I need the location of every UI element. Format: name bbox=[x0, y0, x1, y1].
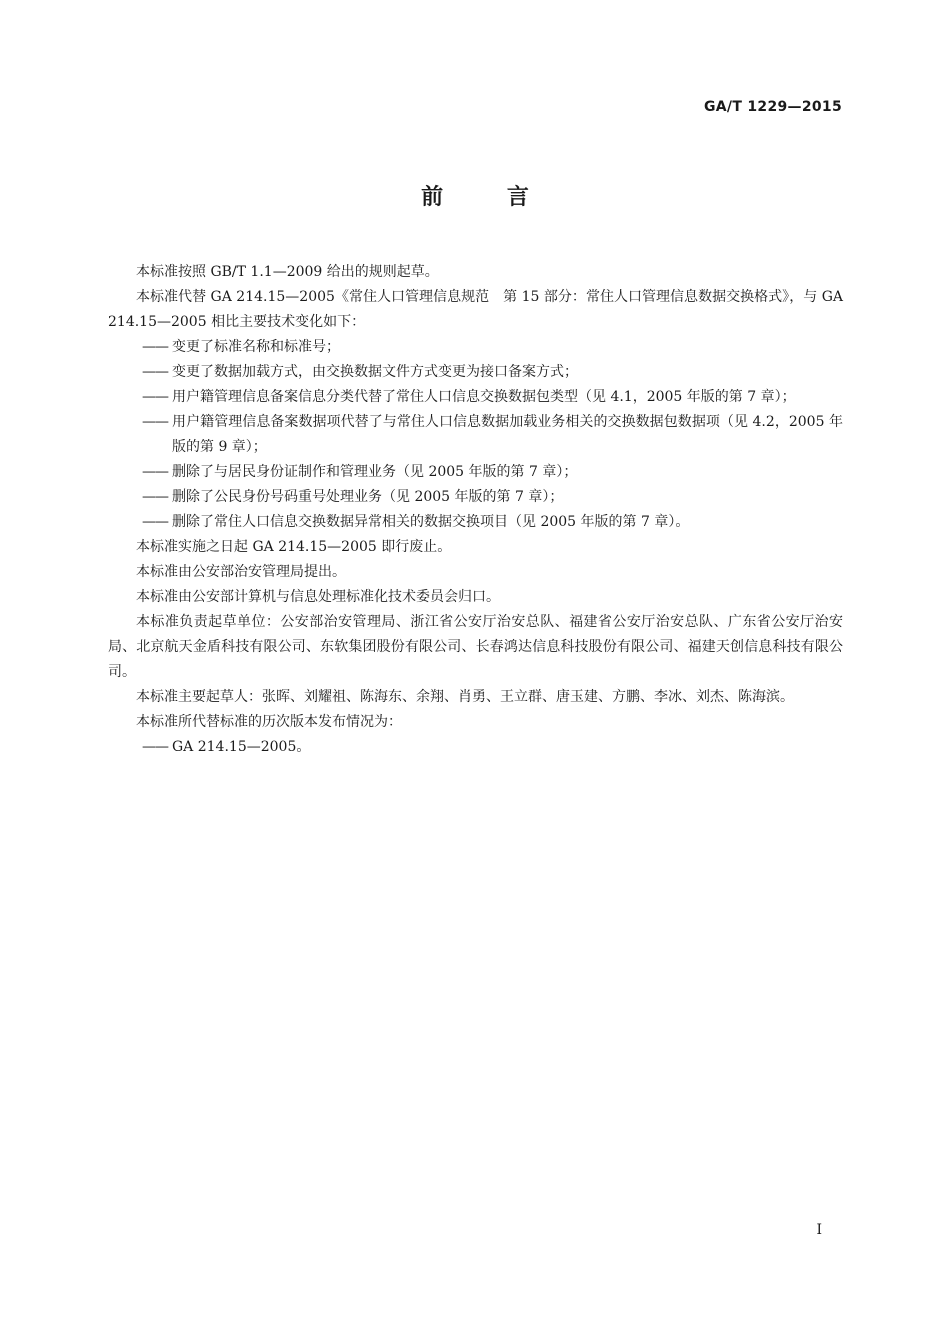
document-body bbox=[108, 260, 843, 760]
list-item bbox=[108, 460, 843, 485]
dash-marker: —— bbox=[142, 364, 168, 380]
dash-marker: —— bbox=[142, 339, 168, 355]
paragraph: 本标准由公安部计算机与信息处理标准化技术委员会归口。 bbox=[136, 589, 500, 605]
list-item-text: 变更了数据加载方式，由交换数据文件方式变更为接口备案方式； bbox=[172, 364, 578, 380]
dash-marker: —— bbox=[142, 414, 168, 430]
dash-marker: —— bbox=[142, 389, 168, 405]
list-item-text: 删除了公民身份号码重号处理业务（见 2005 年版的第 7 章）； bbox=[172, 489, 564, 505]
list-item-text: 用户籍管理信息备案信息分类代替了常住人口信息交换数据包类型（见 4.1，2005 年版的第 7 章）； bbox=[172, 389, 796, 405]
list-item bbox=[108, 385, 843, 410]
list-item-text: 变更了标准名称和标准号； bbox=[172, 339, 340, 355]
list-item bbox=[108, 410, 843, 460]
paragraph: 本标准主要起草人：张晖、刘耀祖、陈海东、余翔、肖勇、王立群、唐玉建、方鹏、李冰、刘杰、陈海滨。 bbox=[136, 689, 794, 705]
paragraph: 本标准所代替标准的历次版本发布情况为： bbox=[136, 714, 402, 730]
dash-marker: —— bbox=[142, 514, 168, 530]
dash-marker: —— bbox=[142, 464, 168, 480]
page-number: I bbox=[816, 1222, 822, 1238]
paragraph: 本标准负责起草单位：公安部治安管理局、浙江省公安厅治安总队、福建省公安厅治安总队、广东省公安厅治安局、北京航天金盾科技有限公司、东软集团股份有限公司、长春鸿达信息科技股份有限公司、福建天创信息科技有限公司。 bbox=[108, 614, 843, 680]
list-item bbox=[108, 485, 843, 510]
paragraph: 本标准由公安部治安管理局提出。 bbox=[136, 564, 346, 580]
list-item bbox=[108, 510, 843, 535]
list-item-text: 删除了常住人口信息交换数据异常相关的数据交换项目（见 2005 年版的第 7 章）。 bbox=[172, 514, 690, 530]
paragraph: 本标准代替 GA 214.15—2005《常住人口管理信息规范 第 15 部分：常住人口管理信息数据交换格式》，与 GA 214.15—2005 相比主要技术变化如下： bbox=[108, 289, 843, 330]
list-item-text: 删除了与居民身份证制作和管理业务（见 2005 年版的第 7 章）； bbox=[172, 464, 578, 480]
page-title: 前 言 bbox=[421, 185, 529, 210]
list-item-text: GA 214.15—2005。 bbox=[172, 739, 311, 755]
list-item bbox=[108, 735, 843, 760]
paragraph: 本标准实施之日起 GA 214.15—2005 即行废止。 bbox=[136, 539, 452, 555]
list-item bbox=[108, 335, 843, 360]
dash-marker: —— bbox=[142, 739, 168, 755]
standard-code: GA/T 1229—2015 bbox=[704, 99, 842, 115]
dash-marker: —— bbox=[142, 489, 168, 505]
list-item-text: 用户籍管理信息备案数据项代替了与常住人口信息数据加载业务相关的交换数据包数据项（见 4.2，2005 年版的第 9 章）； bbox=[172, 414, 843, 455]
paragraph: 本标准按照 GB/T 1.1—2009 给出的规则起草。 bbox=[136, 264, 439, 280]
list-item bbox=[108, 360, 843, 385]
